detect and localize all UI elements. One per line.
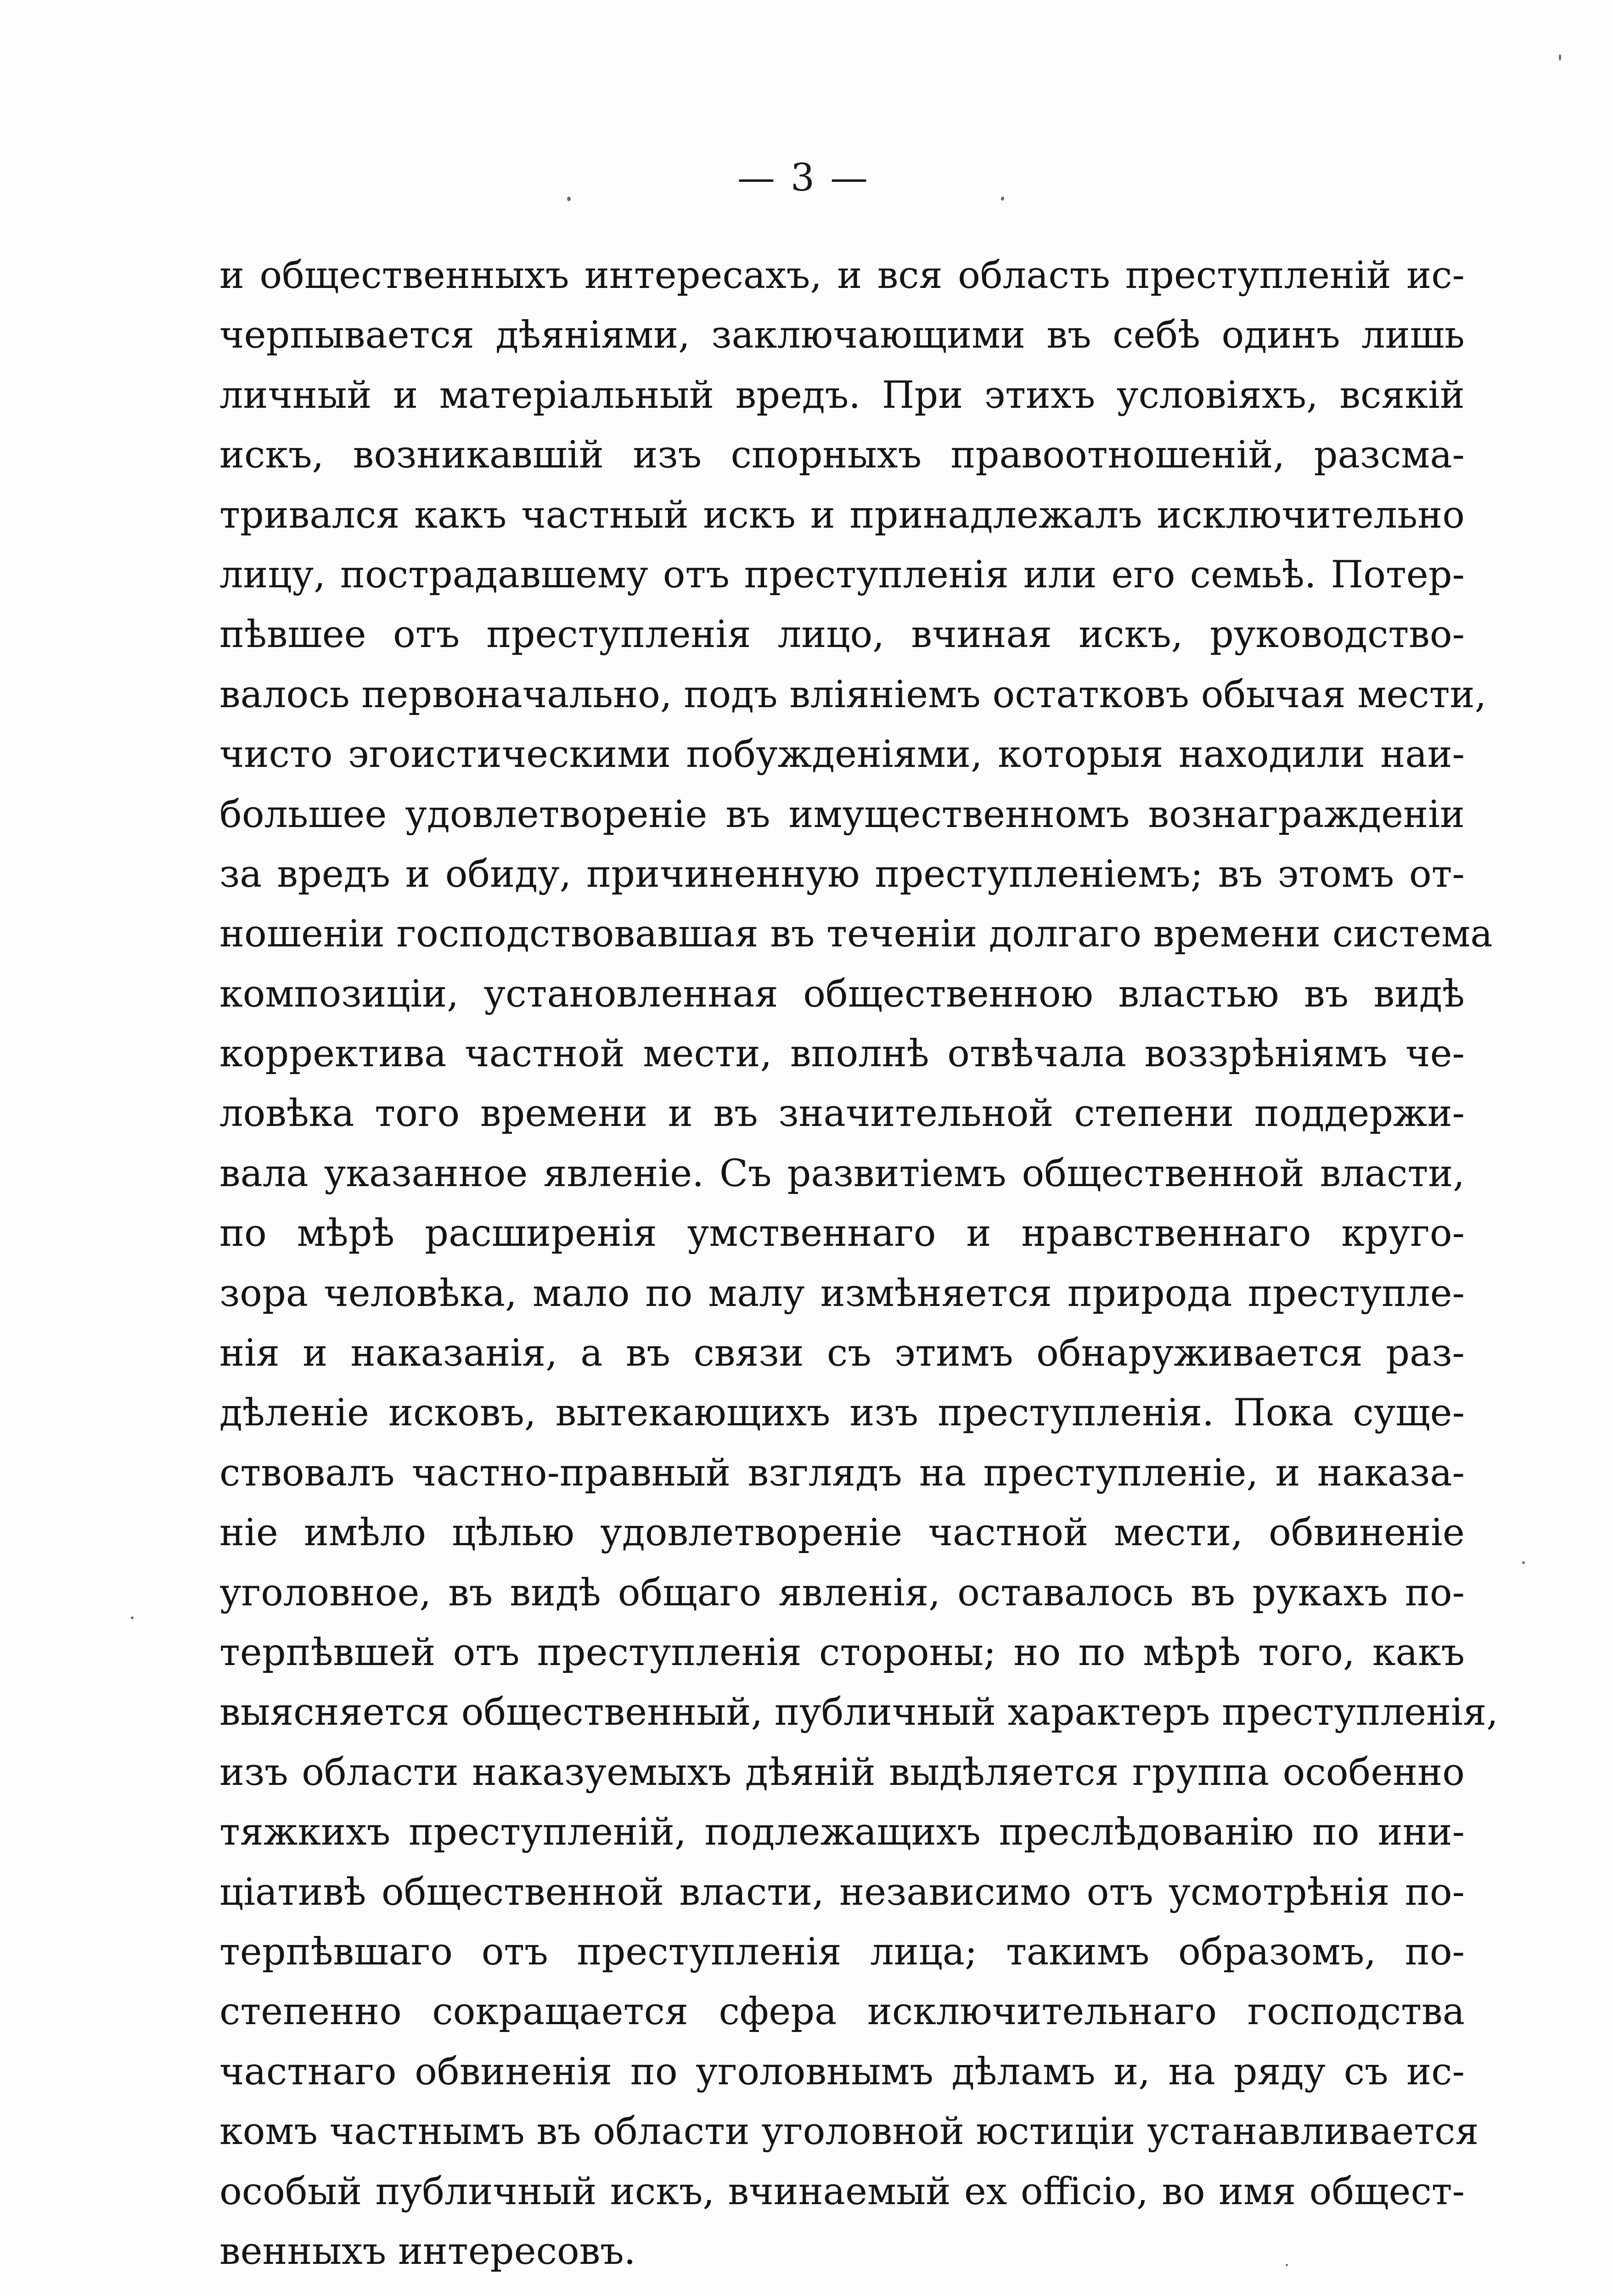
- print-speck: [131, 1616, 134, 1619]
- text-line: композиціи, установленная общественною властью въ видѣ: [219, 972, 1465, 1016]
- text-line: ловѣка того времени и въ значительной степени поддержи-: [219, 1092, 1465, 1136]
- page-number: — 3 —: [737, 156, 870, 200]
- print-speck: [1001, 197, 1004, 201]
- text-line: личный и матеріальный вредъ. При этихъ условіяхъ, всякій: [219, 373, 1465, 417]
- text-line: тривался какъ частный искъ и принадлежалъ исключительно: [219, 493, 1465, 537]
- text-line: зора человѣка, мало по малу измѣняется природа преступле-: [219, 1272, 1465, 1315]
- print-speck: [1286, 2264, 1288, 2266]
- text-line: нія и наказанія, а въ связи съ этимъ обнаруживается раз-: [219, 1332, 1465, 1375]
- text-line: за вредъ и обиду, причиненную преступленіемъ; въ этомъ от-: [219, 852, 1465, 896]
- text-line: терпѣвшей отъ преступленія стороны; но по мѣрѣ того, какъ: [219, 1631, 1465, 1674]
- text-line: и общественныхъ интересахъ, и вся область преступленій ис-: [219, 254, 1465, 297]
- body-text: [219, 246, 1498, 2281]
- text-line: частнаго обвиненія по уголовнымъ дѣламъ и, на ряду съ ис-: [219, 2050, 1465, 2093]
- text-line: степенно сокращается сфера исключительнаго господства: [219, 1990, 1465, 2034]
- text-line: выясняется общественный, публичный характеръ преступленія,: [219, 1691, 1498, 1734]
- text-line: ціативѣ общественной власти, независимо отъ усмотрѣнія по-: [219, 1870, 1465, 1914]
- text-line: корректива частной мести, вполнѣ отвѣчала воззрѣніямъ че-: [219, 1032, 1465, 1076]
- text-line: дѣленіе исковъ, вытекающихъ изъ преступленія. Пока суще-: [219, 1391, 1465, 1435]
- text-line: венныхъ интересовъ.: [219, 2229, 636, 2273]
- text-line: большее удовлетвореніе въ имущественномъ вознагражденіи: [219, 793, 1465, 836]
- print-speck: [1559, 54, 1561, 61]
- text-line: чисто эгоистическими побужденіями, которыя находили наи-: [219, 733, 1465, 777]
- text-line: по мѣрѣ расширенія умственнаго и нравственнаго кругo-: [219, 1212, 1465, 1255]
- text-line: искъ, возникавшій изъ спорныхъ правоотношеній, разсма-: [219, 433, 1465, 477]
- text-line: вала указанное явленіе. Съ развитіемъ общественной власти,: [219, 1152, 1465, 1195]
- text-line: особый публичный искъ, вчинаемый ex officio, во имя общест-: [219, 2170, 1465, 2213]
- text-line: терпѣвшаго отъ преступленія лица; такимъ образомъ, по-: [219, 1930, 1465, 1974]
- print-speck: [1522, 1561, 1525, 1564]
- text-line: изъ области наказуемыхъ дѣяній выдѣляется группа особенно: [219, 1750, 1465, 1794]
- text-line: лицу, пострадавшему отъ преступленія или его семьѣ. Потер-: [219, 553, 1465, 597]
- text-line: черпывается дѣяніями, заключающими въ себѣ одинъ лишь: [219, 314, 1465, 357]
- text-line: ношеніи господствовавшая въ теченіи долгаго времени система: [219, 912, 1493, 956]
- text-line: ніе имѣло цѣлью удовлетвореніе частной мести, обвиненіе: [219, 1511, 1465, 1555]
- text-line: тяжкихъ преступленій, подлежащихъ преслѣдованію по ини-: [219, 1811, 1465, 1854]
- print-speck: [567, 197, 571, 201]
- text-line: ствовалъ частно-правный взглядъ на преступленіе, и наказа-: [219, 1451, 1465, 1495]
- text-line: уголовное, въ видѣ общаго явленія, оставалось въ рукахъ по-: [219, 1571, 1465, 1615]
- text-line: комъ частнымъ въ области уголовной юстиціи устанавливается: [219, 2110, 1479, 2154]
- text-line: валось первоначально, подъ вліяніемъ остатковъ обычая мести,: [219, 673, 1487, 716]
- text-line: пѣвшее отъ преступленія лицо, вчиная искъ, руководство-: [219, 613, 1465, 657]
